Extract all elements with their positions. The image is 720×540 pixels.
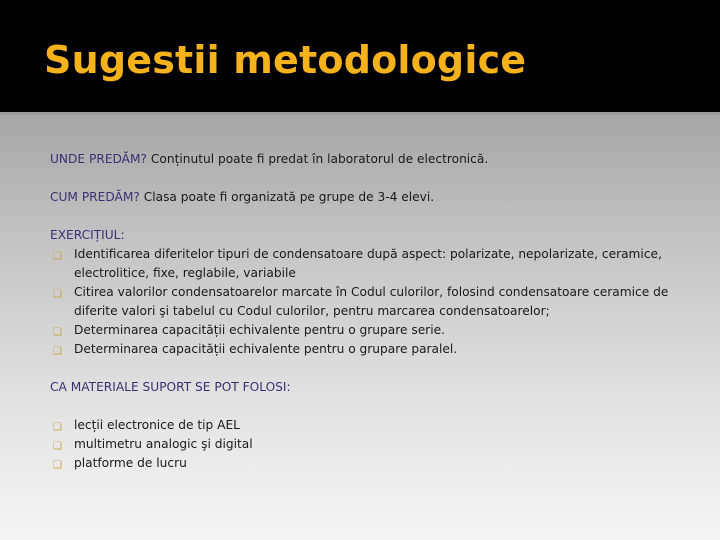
how-paragraph [50, 188, 690, 207]
where-paragraph [50, 150, 690, 169]
spacer [50, 397, 690, 416]
materials-list [50, 416, 690, 473]
where-text: Conținutul poate fi predat în laboratorul de electronică. [147, 152, 489, 166]
where-label: UNDE PREDĂM? [50, 152, 148, 166]
list-item: ❏ Identificarea diferitelor tipuri de condensatoare după aspect: polarizate, nepolarizate, ceramice, electrolitice, fixe, reglabile, variabile [53, 247, 662, 280]
spacer [50, 359, 690, 378]
bullet-icon: ❏ [53, 251, 62, 262]
bullet-icon: ❏ [53, 327, 62, 338]
list-item: ❏ lecții electronice de tip AEL [50, 416, 690, 435]
bullet-icon: ❏ [53, 441, 62, 452]
list-item: ❏ platforme de lucru [50, 454, 690, 473]
list-item: ❏ Determinarea capacității echivalente pentru o grupare paralel. [50, 340, 690, 359]
materials-heading: CA MATERIALE SUPORT SE POT FOLOSI: [50, 380, 291, 394]
bullet-icon: ❏ [53, 289, 62, 300]
exercise-heading: EXERCIȚIUL: [50, 228, 125, 242]
title-band [0, 0, 720, 112]
slide-body [50, 150, 690, 473]
exercise-list [50, 245, 690, 359]
how-text: Clasa poate fi organizată pe grupe de 3-4 elevi. [139, 190, 435, 204]
list-item: ❏ Determinarea capacității echivalente pentru o grupare serie. [50, 321, 690, 340]
bullet-icon: ❏ [53, 346, 62, 357]
list-item: ❏ multimetru analogic şi digital [50, 435, 690, 454]
content-area [0, 115, 720, 540]
list-item: ❏ Citirea valorilor condensatoarelor marcate în Codul culorilor, folosind condensatoare ceramice de diferite valori şi tabelul cu Codul culorilor, pentru marcarea condensatoarelor; [53, 285, 669, 318]
how-label: CUM PREDĂM? [50, 190, 140, 204]
slide-title: Sugestii metodologice [44, 38, 527, 82]
bullet-icon: ❏ [53, 422, 62, 433]
bullet-icon: ❏ [53, 460, 62, 471]
